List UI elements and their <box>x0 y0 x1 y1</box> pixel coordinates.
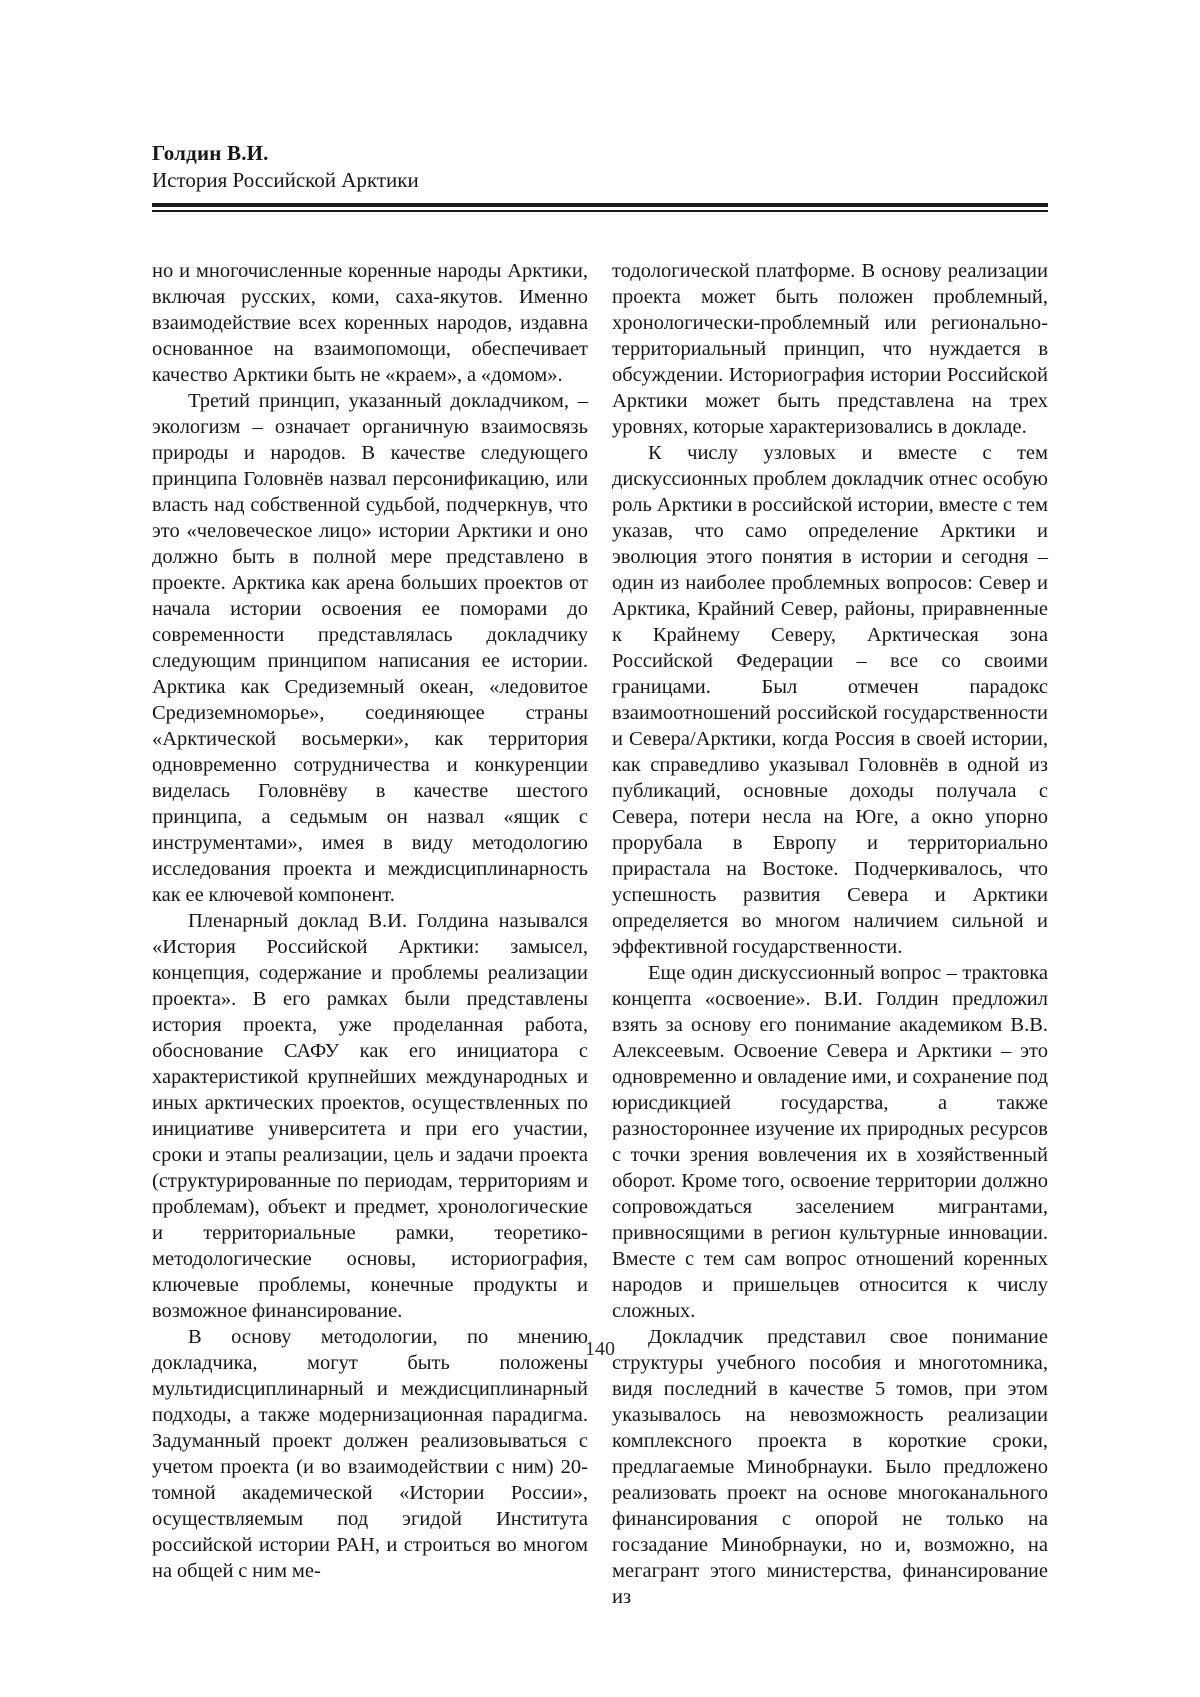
paragraph: Пленарный доклад В.И. Голдина назывался «История Российской Арктики: замысел, концепция, содержание и проблемы реализации проекта». В его рамках были представлены история проекта, уже проделанная работа, обоснование САФУ как его инициатора с характеристикой крупнейших международных и иных арктических проектов, осуществленных по инициативе университета и при его участии, сроки и этапы реализации, цель и задачи проекта (структурированные по периодам, территориям и проблемам), объект и предмет, хронологические и территориальные рамки, теоретико-методологические основы, историография, ключевые проблемы, конечные продукты и возможное финансирование. <box>152 910 588 1322</box>
paragraph: тодологической платформе. В основу реализации проекта может быть положен проблемный, хронологически-проблемный или регионально-территориальный принцип, что нуждается в обсуждении. Историография истории Российской Арктики может быть представлена на трех уровнях, которые характеризовались в докладе. <box>612 260 1048 438</box>
text-columns <box>152 258 1048 1610</box>
paragraph: Докладчик представил свое понимание структуры учебного пособия и многотомника, видя последний в качестве 5 томов, при этом указывалось на невозможность реализации комплексного проекта в короткие сроки, предлагаемые Минобрнауки. Было предложено реализовать проект на основе многоканального финансирования с опорой не только на госзадание Минобрнауки, но и, возможно, на мегагрант этого министерства, финансирование из <box>612 1326 1048 1608</box>
divider-thick-line <box>152 203 1048 207</box>
page-header <box>152 140 1048 212</box>
header-author: Голдин В.И. <box>152 141 269 165</box>
header-divider <box>152 203 1048 212</box>
paragraph: К числу узловых и вместе с тем дискуссионных проблем докладчик отнес особую роль Арктики в российской истории, вместе с тем указав, что само определение Арктики и эволюция этого понятия в истории и сегодня – один из наиболее проблемных вопросов: Север и Арктика, Крайний Север, районы, приравненные к Крайнему Северу, Арктическая зона Российской Федерации – все со своими границами. Был отмечен парадокс взаимоотношений российской государственности и Севера/Арктики, когда Россия в своей истории, как справедливо указывал Головнёв в одной из публикаций, основные доходы получала с Севера, потери несла на Юге, а окно упорно прорубала в Европу и территориально прирастала на Востоке. Подчеркивалось, что успешность развития Севера и Арктики определяется во многом наличием сильной и эффективной государственности. <box>612 442 1048 958</box>
paragraph: но и многочисленные коренные народы Арктики, включая русских, коми, саха-якутов. Именно взаимодействие всех коренных народов, издавна основанное на взаимопомощи, обеспечивает качество Арктики быть не «краем», а «домом». <box>152 260 588 386</box>
page-content <box>152 140 1048 1610</box>
paragraph: Еще один дискуссионный вопрос – трактовка концепта «освоение». В.И. Голдин предложил взять за основу его понимание академиком В.В. Алексеевым. Освоение Севера и Арктики – это одновременно и овладение ими, и сохранение под юрисдикцией государства, а также разностороннее изучение их природных ресурсов с точки зрения вовлечения их в хозяйственный оборот. Кроме того, освоение территории должно сопровождаться заселением мигрантами, привносящими в регион культурные инновации. Вместе с тем сам вопрос отношений коренных народов и пришельцев относится к числу сложных. <box>612 962 1048 1322</box>
page-number: 140 <box>585 1338 615 1360</box>
paragraph: В основу методологии, по мнению докладчика, могут быть положены мультидисциплинарный и междисциплинарный подходы, а также модернизационная парадигма. Задуманный проект должен реализовываться с учетом проекта (и во взаимодействии с ним) 20-томной академической «Истории России», осуществляемым под эгидой Института российской истории РАН, и строиться во многом на общей с ним ме- <box>152 1326 588 1582</box>
paragraph: Третий принцип, указанный докладчиком, – экологизм – означает органичную взаимосвязь природы и народов. В качестве следующего принципа Головнёв назвал персонификацию, или власть над собственной судьбой, подчеркнув, что это «человеческое лицо» истории Арктики и оно должно быть в полной мере представлено в проекте. Арктика как арена больших проектов от начала истории освоения ее поморами до современности представлялась докладчику следующим принципом написания ее истории. Арктика как Средиземный океан, «ледовитое Средиземноморье», соединяющее страны «Арктической восьмерки», как территория одновременно сотрудничества и конкуренции виделась Головнёву в качестве шестого принципа, а седьмым он назвал «ящик с инструментами», имея в виду методологию исследования проекта и междисциплинарность как ее ключевой компонент. <box>152 390 588 906</box>
header-title: История Российской Арктики <box>152 168 419 192</box>
column-left <box>152 258 588 1610</box>
column-right <box>612 258 1048 1610</box>
divider-thin-line <box>152 210 1048 212</box>
